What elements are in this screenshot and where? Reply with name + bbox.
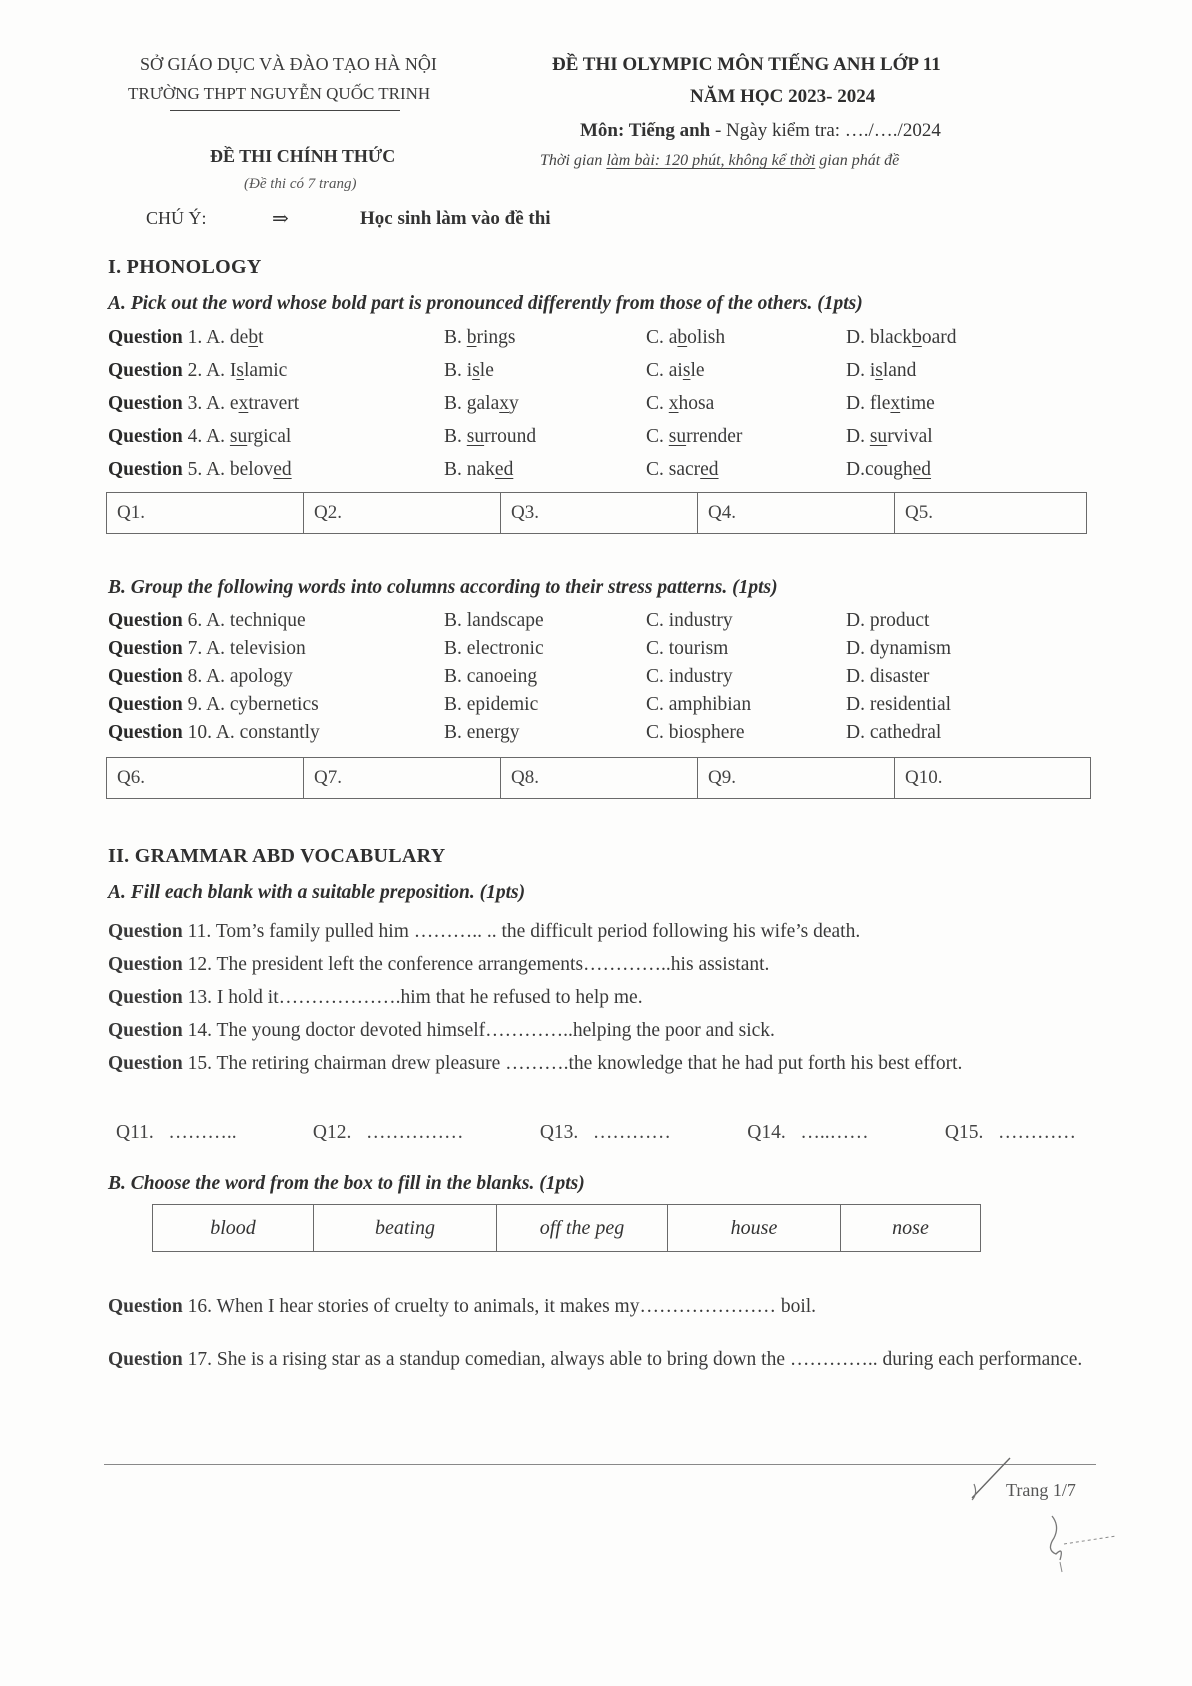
option-d-text: land bbox=[882, 360, 917, 381]
question-13 bbox=[108, 981, 1068, 1014]
option-c-underlined: x bbox=[668, 393, 679, 414]
time-line bbox=[540, 152, 899, 170]
question-7-option-b bbox=[444, 638, 544, 660]
question-14 bbox=[108, 1014, 1068, 1047]
question-12 bbox=[108, 948, 1068, 981]
answer-blank[interactable] bbox=[747, 1122, 868, 1144]
option-b: B. energy bbox=[444, 722, 520, 743]
option-b-text: B. i bbox=[444, 360, 473, 381]
question-5-option-c bbox=[646, 459, 719, 481]
answer-label: Q13. bbox=[539, 1122, 579, 1143]
option-c-text: C. bbox=[646, 393, 669, 414]
answer-blank[interactable] bbox=[945, 1122, 1076, 1144]
question-5-option-a bbox=[108, 459, 292, 481]
answer-cell[interactable]: Q1. bbox=[107, 493, 304, 534]
option-b-underlined: x bbox=[499, 393, 509, 414]
question-1-option-c bbox=[646, 327, 725, 349]
option-d-text: time bbox=[900, 393, 935, 414]
question-8-option-b bbox=[444, 666, 537, 688]
option-a: 10. A. constantly bbox=[182, 722, 320, 743]
option-c-text: rrender bbox=[686, 426, 743, 447]
option-d: D. cathedral bbox=[846, 722, 942, 743]
question-label: Question bbox=[108, 987, 183, 1008]
question-label: Question bbox=[108, 638, 183, 659]
option-a-underlined: s bbox=[236, 360, 244, 381]
answer-cell[interactable]: Q2. bbox=[304, 493, 501, 534]
question-label: Question bbox=[108, 1349, 183, 1370]
option-a-text: t bbox=[258, 327, 264, 348]
question-label: Question bbox=[108, 393, 183, 414]
option-d-underlined: ed bbox=[912, 459, 932, 480]
option-a: 8. A. apology bbox=[182, 666, 293, 687]
option-d: D. product bbox=[846, 610, 930, 631]
answer-cell[interactable]: Q10. bbox=[895, 758, 1091, 799]
option-a-underlined: x bbox=[238, 393, 249, 414]
exam-date: - Ngày kiểm tra: …./…./2024 bbox=[714, 120, 941, 141]
answer-dots: ………… bbox=[592, 1122, 671, 1143]
answer-cell[interactable]: Q7. bbox=[304, 758, 501, 799]
question-1-option-a bbox=[108, 327, 263, 349]
answer-cell[interactable]: Q3. bbox=[501, 493, 698, 534]
answer-cell[interactable]: Q5. bbox=[895, 493, 1087, 534]
option-a-underlined: su bbox=[229, 426, 248, 447]
option-c-underlined: s bbox=[682, 360, 691, 381]
official-label: ĐỀ THI CHÍNH THỨC bbox=[210, 146, 396, 166]
question-7-option-a bbox=[108, 638, 306, 660]
question-9-option-c bbox=[646, 694, 751, 716]
question-label: Question bbox=[108, 1296, 183, 1317]
question-9-option-b bbox=[444, 694, 538, 716]
option-c: C. biosphere bbox=[646, 722, 745, 743]
question-label: Question bbox=[108, 459, 183, 480]
answer-label: Q14. bbox=[747, 1122, 786, 1143]
question-1-option-b bbox=[444, 327, 516, 349]
exam-title: ĐỀ THI OLYMPIC MÔN TIẾNG ANH LỚP 11 bbox=[552, 54, 941, 75]
option-c-text: C. a bbox=[646, 327, 678, 348]
option-b-text: B. nak bbox=[444, 459, 495, 480]
phonology-part-a-instruction: A. Pick out the word whose bold part is pronounced differently from those of the others. (1pts) bbox=[108, 293, 863, 314]
subject-value: Tiếng anh bbox=[624, 120, 711, 141]
question-number: 2. A. bbox=[182, 360, 230, 381]
grammar-part-a-answer-line bbox=[116, 1122, 1076, 1144]
question-11 bbox=[108, 915, 1068, 948]
question-9-option-d bbox=[846, 694, 951, 716]
department-name: SỞ GIÁO DỤC VÀ ĐÀO TẠO HÀ NỘI bbox=[140, 54, 437, 74]
section-grammar-title: II. GRAMMAR ABD VOCABULARY bbox=[108, 845, 446, 867]
option-a-text: e bbox=[229, 393, 239, 414]
subject-line bbox=[580, 120, 941, 142]
note-label: CHÚ Ý: bbox=[146, 208, 207, 228]
word-box-item: nose bbox=[841, 1205, 981, 1252]
question-4-option-b bbox=[444, 426, 536, 448]
answer-dots: ……….. bbox=[168, 1122, 237, 1143]
question-7-option-c bbox=[646, 638, 728, 660]
question-7-option-d bbox=[846, 638, 951, 660]
question-2-option-b bbox=[444, 360, 494, 382]
option-b-text: rround bbox=[484, 426, 537, 447]
option-d-underlined: b bbox=[912, 327, 922, 348]
question-8-option-d bbox=[846, 666, 929, 688]
question-10-option-b bbox=[444, 722, 519, 744]
option-c: C. tourism bbox=[646, 638, 729, 659]
option-a-text: lamic bbox=[244, 360, 288, 381]
question-label: Question bbox=[108, 722, 183, 743]
option-c: C. industry bbox=[646, 610, 733, 631]
grammar-part-b-instruction: B. Choose the word from the box to fill in the blanks. (1pts) bbox=[108, 1173, 585, 1194]
question-10-option-a bbox=[108, 722, 320, 744]
subject-label: Môn: bbox=[580, 120, 625, 141]
footer-rule bbox=[104, 1464, 1096, 1465]
grammar-part-a-instruction: A. Fill each blank with a suitable preposition. (1pts) bbox=[108, 882, 526, 903]
question-8-option-a bbox=[108, 666, 293, 688]
header-divider bbox=[170, 110, 400, 111]
word-box-item: house bbox=[668, 1205, 841, 1252]
question-label: Question bbox=[108, 954, 183, 975]
option-b-underlined: su bbox=[466, 426, 485, 447]
time-suffix: gian phát đề bbox=[815, 152, 900, 169]
time-duration: làm bài: 120 phút, không kể thời bbox=[606, 152, 816, 169]
option-c-text: C. sacr bbox=[646, 459, 701, 480]
option-d-underlined: s bbox=[875, 360, 883, 381]
note-text: Học sinh làm vào đề thi bbox=[360, 208, 551, 229]
answer-label: Q15. bbox=[944, 1122, 984, 1143]
option-d-underlined: su bbox=[869, 426, 888, 447]
school-name: TRƯỜNG THPT NGUYỄN QUỐC TRINH bbox=[128, 84, 431, 103]
question-6-option-c bbox=[646, 610, 733, 632]
question-10-option-c bbox=[646, 722, 745, 744]
question-text: 13. I hold it……………….him that he refused to help me. bbox=[182, 987, 643, 1008]
option-c-underlined: b bbox=[677, 327, 688, 348]
option-b-underlined: s bbox=[472, 360, 480, 381]
option-b-text: rings bbox=[476, 327, 516, 348]
answer-cell[interactable]: Q6. bbox=[107, 758, 304, 799]
option-c-text: hosa bbox=[678, 393, 715, 414]
question-5-option-d bbox=[846, 459, 931, 481]
word-box bbox=[152, 1204, 981, 1252]
option-a-underlined: b bbox=[248, 327, 259, 348]
question-6-option-b bbox=[444, 610, 544, 632]
time-prefix: Thời gian bbox=[540, 152, 607, 169]
option-a-underlined: ed bbox=[273, 459, 292, 480]
option-b-text: y bbox=[508, 393, 519, 414]
question-4-option-d bbox=[846, 426, 933, 448]
option-a-text: rgical bbox=[247, 426, 292, 447]
question-text: 15. The retiring chairman drew pleasure ……….the knowledge that he had put forth his best effort. bbox=[182, 1053, 963, 1074]
option-a: 7. A. television bbox=[182, 638, 306, 659]
question-label: Question bbox=[108, 426, 183, 447]
option-c-underlined: su bbox=[668, 426, 687, 447]
question-label: Question bbox=[108, 327, 183, 348]
question-5-option-b bbox=[444, 459, 513, 481]
question-8-option-c bbox=[646, 666, 733, 688]
option-a-text: belov bbox=[229, 459, 274, 480]
answer-label: Q12. bbox=[312, 1122, 352, 1143]
question-text: 12. The president left the conference arrangements…………..his assistant. bbox=[182, 954, 770, 975]
answer-dots: …..…… bbox=[800, 1122, 869, 1143]
question-text: 14. The young doctor devoted himself…………..helping the poor and sick. bbox=[182, 1020, 775, 1041]
question-label: Question bbox=[108, 921, 183, 942]
question-6-option-d bbox=[846, 610, 929, 632]
phonology-part-b-answer-table bbox=[106, 757, 1091, 799]
question-label: Question bbox=[108, 666, 183, 687]
option-a: 6. A. technique bbox=[182, 610, 306, 631]
option-d-text: D. bbox=[846, 426, 870, 447]
question-label: Question bbox=[108, 610, 183, 631]
option-b-text: B. bbox=[444, 327, 467, 348]
word-box-item: blood bbox=[153, 1205, 314, 1252]
answer-label: Q11. bbox=[116, 1122, 154, 1143]
section-phonology-title: I. PHONOLOGY bbox=[108, 256, 262, 278]
answer-blank[interactable] bbox=[116, 1122, 237, 1144]
page-number: Trang 1/7 bbox=[1006, 1480, 1076, 1500]
option-b-underlined: ed bbox=[494, 459, 514, 480]
question-3-option-a bbox=[108, 393, 299, 415]
option-b-text: le bbox=[479, 360, 494, 381]
question-label: Question bbox=[108, 1053, 183, 1074]
option-c-text: C. bbox=[646, 426, 669, 447]
question-17 bbox=[108, 1336, 1088, 1384]
school-year: NĂM HỌC 2023- 2024 bbox=[690, 86, 876, 107]
option-b-text: B. gala bbox=[444, 393, 500, 414]
option-d: D. dynamism bbox=[846, 638, 952, 659]
option-c: C. amphibian bbox=[646, 694, 752, 715]
question-text: 16. When I hear stories of cruelty to animals, it makes my………………… boil. bbox=[182, 1296, 817, 1317]
question-label: Question bbox=[108, 694, 183, 715]
option-d-text: oard bbox=[921, 327, 957, 348]
phonology-part-a-answer-table bbox=[106, 492, 1087, 534]
option-d: D. residential bbox=[846, 694, 952, 715]
option-d-text: D. fle bbox=[846, 393, 891, 414]
option-a-text: de bbox=[229, 327, 249, 348]
question-9-option-a bbox=[108, 694, 319, 716]
word-box-item: beating bbox=[314, 1205, 497, 1252]
question-2-option-a bbox=[108, 360, 287, 382]
option-b: B. epidemic bbox=[444, 694, 539, 715]
option-b: B. electronic bbox=[444, 638, 544, 659]
question-label: Question bbox=[108, 360, 183, 381]
answer-dots: …………… bbox=[366, 1122, 464, 1143]
option-d-text: D. black bbox=[846, 327, 913, 348]
question-1-option-d bbox=[846, 327, 956, 349]
option-a: 9. A. cybernetics bbox=[182, 694, 319, 715]
question-16 bbox=[108, 1290, 1088, 1323]
option-b: B. landscape bbox=[444, 610, 544, 631]
option-d: D. disaster bbox=[846, 666, 930, 687]
question-3-option-b bbox=[444, 393, 519, 415]
question-15 bbox=[108, 1047, 1068, 1080]
question-number: 1. A. bbox=[182, 327, 230, 348]
option-c-text: le bbox=[690, 360, 705, 381]
word-box-item: off the peg bbox=[497, 1205, 668, 1252]
option-d-text: D.cough bbox=[846, 459, 913, 480]
question-2-option-d bbox=[846, 360, 916, 382]
question-4-option-c bbox=[646, 426, 742, 448]
question-number: 4. A. bbox=[182, 426, 230, 447]
option-a-text: I bbox=[229, 360, 237, 381]
arrow-icon: ⇒ bbox=[272, 208, 289, 230]
question-10-option-d bbox=[846, 722, 941, 744]
option-c-text: C. ai bbox=[646, 360, 683, 381]
question-3-option-c bbox=[646, 393, 714, 415]
option-d-text: D. i bbox=[846, 360, 876, 381]
question-6-option-a bbox=[108, 610, 306, 632]
option-b: B. canoeing bbox=[444, 666, 538, 687]
answer-cell[interactable]: Q9. bbox=[698, 758, 895, 799]
question-3-option-d bbox=[846, 393, 935, 415]
question-number: 5. A. bbox=[182, 459, 230, 480]
question-2-option-c bbox=[646, 360, 705, 382]
answer-blank[interactable] bbox=[540, 1122, 671, 1144]
question-text: 17. She is a rising star as a standup comedian, always able to bring down the ………….. during each performance. bbox=[182, 1349, 1083, 1370]
question-text: 11. Tom’s family pulled him ……….. .. the difficult period following his wife’s death. bbox=[182, 921, 861, 942]
option-d-underlined: x bbox=[890, 393, 901, 414]
option-c-underlined: ed bbox=[700, 459, 719, 480]
answer-cell[interactable]: Q4. bbox=[698, 493, 895, 534]
answer-cell[interactable]: Q8. bbox=[501, 758, 698, 799]
signature bbox=[960, 1450, 1160, 1580]
option-d-text: rvival bbox=[887, 426, 933, 447]
option-b-text: B. bbox=[444, 426, 467, 447]
question-4-option-a bbox=[108, 426, 291, 448]
option-c-text: olish bbox=[687, 327, 726, 348]
option-c: C. industry bbox=[646, 666, 733, 687]
answer-blank[interactable] bbox=[313, 1122, 464, 1144]
question-label: Question bbox=[108, 1020, 183, 1041]
pages-note: (Đề thi có 7 trang) bbox=[244, 176, 357, 192]
answer-dots: ………… bbox=[997, 1122, 1076, 1143]
option-b-underlined: b bbox=[466, 327, 477, 348]
phonology-part-b-instruction: B. Group the following words into columns according to their stress patterns. (1pts) bbox=[108, 577, 778, 598]
question-number: 3. A. bbox=[182, 393, 230, 414]
option-a-text: travert bbox=[248, 393, 300, 414]
